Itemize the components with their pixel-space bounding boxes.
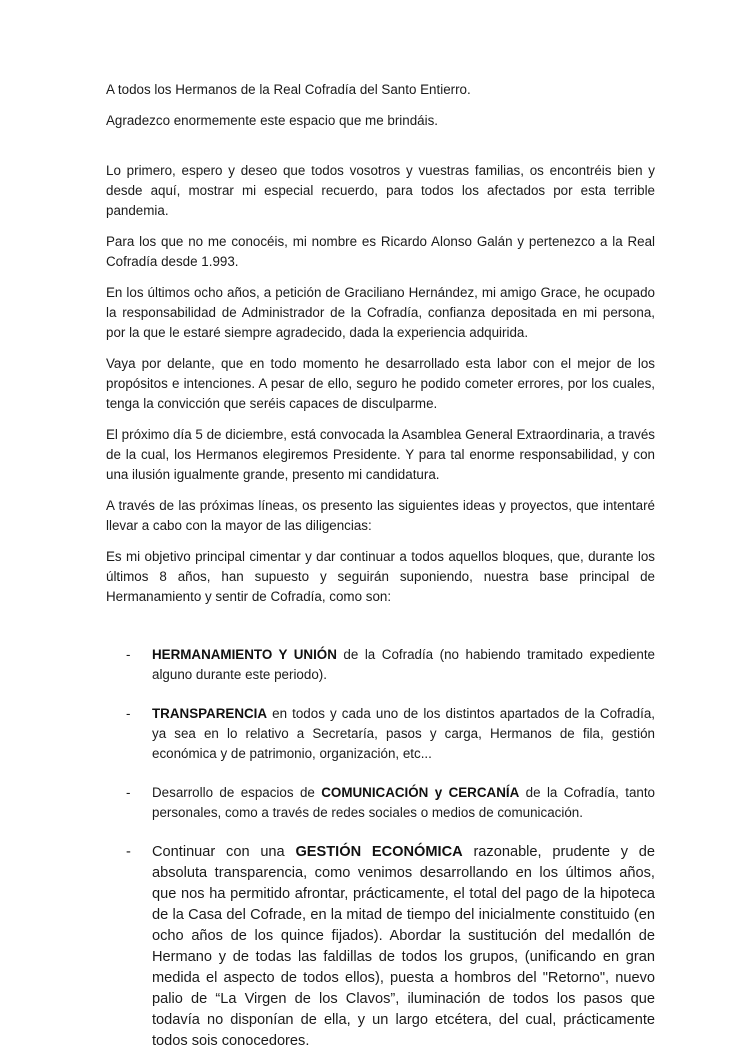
- thanks-line: Agradezco enormemente este espacio que me brindáis.: [106, 113, 438, 128]
- paragraph-assembly: El próximo día 5 de diciembre, está convocada la Asamblea General Extraordinaria, a través de la cual, los Hermanos elegiremos Presidente. Y para tal enorme responsabilidad, y con una ilusión igualmente grande, presento mi candidatura.: [106, 427, 655, 482]
- bullet-heading: HERMANAMIENTO Y UNIÓN: [152, 647, 337, 662]
- bullet-dash: -: [126, 647, 131, 662]
- list-item: - Continuar con una GESTIÓN ECONÓMICA razonable, prudente y de absoluta transparencia, como venimos desarrollando en los últimos años, que nos ha permitido afrontar, prácticamente, el total del pago de la hipoteca de la Casa del Cofrade, en la mitad de tiempo del inicialmente constituido (en ocho años de los quince fijados). Abordar la sustitución del medallón de Hermano y de todas las faldillas de todos los grupos, (unificando en gran medida el aspecto de todos ellos), puesta a hombros del "Retorno", nuevo palio de “La Virgen de los Clavos”, iluminación de todos los pasos que todavía no disponían de ella, y un largo etcétera, del cual, prácticamente todos sois conocedores.: [126, 844, 656, 1049]
- bullet-heading: TRANSPARENCIA: [152, 706, 268, 721]
- paragraph-administrator: En los últimos ocho años, a petición de Graciliano Hernández, mi amigo Grace, he ocupado la responsabilidad de Administrador de la Cofradía, confianza depositada en mi persona, por la que le estaré siempre agradecido, dada la experiencia adquirida.: [106, 285, 655, 340]
- list-item: - HERMANAMIENTO Y UNIÓN de la Cofradía (no habiendo tramitado expediente alguno durante este periodo).: [126, 647, 655, 682]
- list-item: - Desarrollo de espacios de COMUNICACIÓN y CERCANÍA de la Cofradía, tanto personales, como a través de redes sociales o medios de comunicación.: [126, 785, 656, 820]
- paragraph-ideas: A través de las próximas líneas, os presento las siguientes ideas y proyectos, que intentaré llevar a cabo con la mayor de las diligencias:: [106, 498, 655, 533]
- bullet-heading: COMUNICACIÓN y CERCANÍA: [321, 785, 520, 800]
- paragraph-wishes: Lo primero, espero y deseo que todos vosotros y vuestras familias, os encontréis bien y desde aquí, mostrar mi especial recuerdo, para todos los afectados por esta terrible pandemia.: [106, 163, 655, 218]
- bullet-heading: GESTIÓN ECONÓMICA: [295, 844, 463, 860]
- bullet-dash: -: [126, 785, 131, 800]
- paragraph-purpose: Vaya por delante, que en todo momento he desarrollado esta labor con el mejor de los propósitos e intenciones. A pesar de ello, seguro he podido cometer errores, por los cuales, tenga la convicción que seréis capaces de disculparme.: [106, 356, 655, 411]
- bullet-dash: -: [126, 706, 131, 721]
- greeting-line: A todos los Hermanos de la Real Cofradía del Santo Entierro.: [106, 82, 471, 97]
- list-item: - TRANSPARENCIA en todos y cada uno de los distintos apartados de la Cofradía, ya sea en lo relativo a Secretaría, pasos y carga, Hermanos de fila, gestión económica y de patrimonio, organización, etc...: [126, 706, 655, 761]
- bullet-dash: -: [126, 844, 131, 860]
- paragraph-introduction: Para los que no me conocéis, mi nombre es Ricardo Alonso Galán y pertenezco a la Real Cofradía desde 1.993.: [106, 234, 655, 269]
- paragraph-objective: Es mi objetivo principal cimentar y dar continuar a todos aquellos bloques, que, durante los últimos 8 años, han supuesto y seguirán suponiendo, nuestra base principal de Hermanamiento y sentir de Cofradía, como son:: [106, 549, 655, 604]
- proposal-list: [106, 645, 655, 1052]
